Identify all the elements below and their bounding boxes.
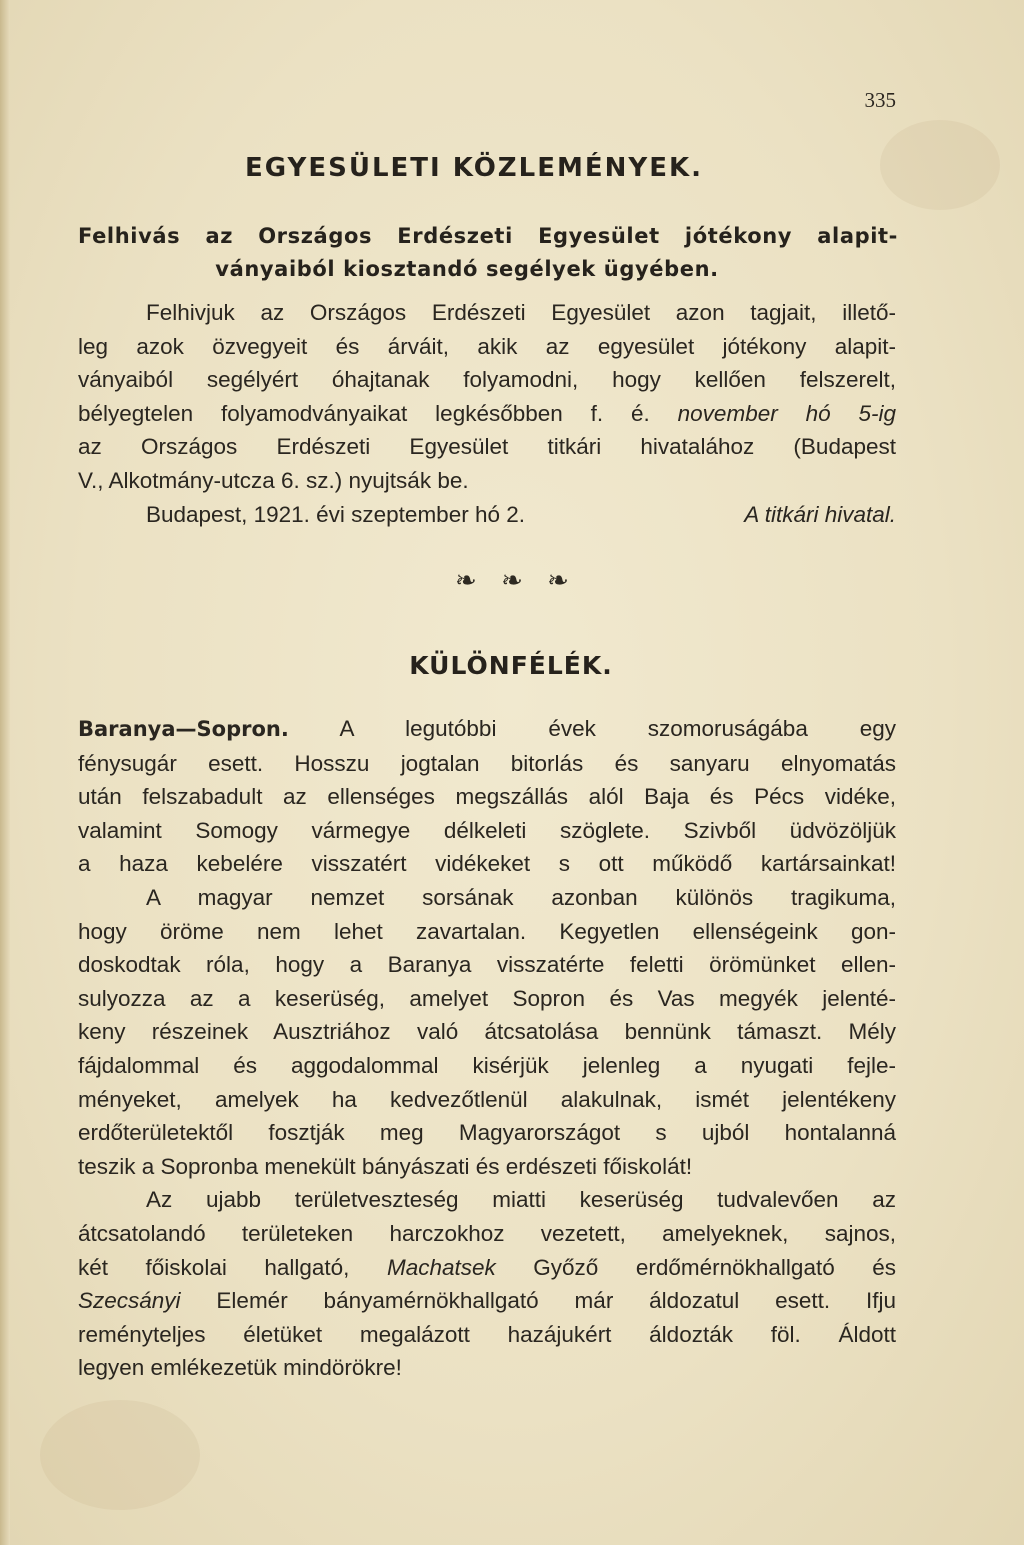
page-number: 335 — [864, 88, 896, 112]
text-line: valamint Somogy vármegye délkeleti szöglete. Szivből üdvözöljük — [78, 817, 896, 843]
text-segment: A legutóbbi évek szomoruságába egy — [288, 716, 896, 741]
text-segment: két főiskolai hallgató, — [78, 1254, 387, 1280]
text-line: hogy öröme nem lehet zavartalan. Kegyetlen ellenségeink gon- — [78, 918, 896, 944]
text-line: fájdalommal és aggodalommal kisérjük jelenleg a nyugati fejle- — [78, 1052, 896, 1078]
paper-stain — [40, 1400, 200, 1510]
signature-office: A titkári hivatal. — [744, 502, 896, 527]
text-line — [78, 1251, 896, 1285]
ornament-divider: ❧ ❧ ❧ — [455, 566, 577, 596]
text-line: sulyozza az a keserüség, amelyet Sopron és Vas megyék jelenté- — [78, 985, 896, 1011]
page-edge — [0, 0, 10, 1545]
text-line: A magyar nemzet sorsának azonban különös tragikuma, — [146, 884, 896, 910]
text-line: az Országos Erdészeti Egyesület titkári hivatalához (Budapest — [78, 434, 896, 460]
text-line: legyen emlékezetük mindörökre! — [78, 1355, 402, 1381]
text-line: után felszabadult az ellenséges megszállás alól Baja és Pécs vidéke, — [78, 784, 896, 810]
text-line: Az ujabb területveszteség miatti keserüség tudvalevően az — [146, 1187, 896, 1213]
person-name: Szecsányi — [78, 1288, 181, 1314]
text-line: erdőterületektől fosztják meg Magyarországot s ujból hontalanná — [78, 1120, 896, 1146]
notice-heading-line: Felhivás az Országos Erdészeti Egyesület jótékony alapit- — [78, 224, 898, 248]
miscellaneous-body — [78, 712, 896, 1385]
text-line: keny részeinek Ausztriához való átcsatolása bennünk támaszt. Mély — [78, 1019, 896, 1045]
paragraph-2 — [78, 881, 896, 1183]
text-line: a haza kebelére visszatért vidékeket s ott működő kartársainkat! — [78, 851, 896, 877]
text-line: ményeket, amelyek ha kedvezőtlenül alakulnak, ismét jelentékeny — [78, 1086, 896, 1112]
text-line — [78, 397, 896, 431]
deadline: november hó 5-ig — [677, 400, 896, 426]
text-segment: Elemér bányamérnökhallgató már áldozatul esett. Ifju — [216, 1288, 896, 1314]
notice-heading — [78, 220, 898, 286]
text-segment — [181, 1288, 217, 1313]
text-segment: bélyegtelen folyamodványaikat legkésőbben f. é. — [78, 400, 678, 426]
text-line: ványaiból segélyért óhajtanak folyamodni, hogy kellően felszerelt, — [78, 367, 896, 393]
text-line: leg azok özvegyeit és árváit, akik az egyesület jótékony alapit- — [78, 333, 896, 359]
person-name: Machatsek — [386, 1254, 496, 1280]
signature-place-date: Budapest, 1921. évi szeptember hó 2. — [146, 502, 525, 527]
text-line — [78, 1284, 896, 1318]
section-title-miscellaneous: KÜLÖNFÉLÉK. — [409, 651, 613, 680]
text-segment: Győző erdőmérnökhallgató és — [495, 1254, 897, 1280]
text-line — [78, 712, 896, 747]
paragraph-1 — [78, 712, 896, 881]
text-line: V., Alkotmány-utcza 6. sz.) nyujtsák be. — [78, 467, 469, 493]
text-line: Felhivjuk az Országos Erdészeti Egyesület azon tagjait, illető- — [146, 300, 896, 325]
notice-body — [78, 296, 896, 498]
notice-heading-line: ványaiból kiosztandó segélyek ügyében. — [215, 257, 719, 281]
text-line: doskodtak róla, hogy a Baranya visszatérte feletti örömünket ellen- — [78, 952, 896, 978]
text-line: fénysugár esett. Hosszu jogtalan bitorlás és sanyaru elnyomatás — [78, 750, 896, 776]
section-title-announcements: EGYESÜLETI KÖZLEMÉNYEK. — [244, 153, 703, 183]
text-line: átcsatolandó területeken harczokhoz vezetett, amelyeknek, sajnos, — [78, 1220, 896, 1246]
text-line: teszik a Sopronba menekült bányászati és erdészeti főiskolát! — [78, 1153, 693, 1179]
paragraph-3 — [78, 1183, 896, 1385]
article-lead: Baranya—Sopron. — [78, 717, 289, 741]
text-line: reményteljes életüket megalázott hazájukért áldozták föl. Áldott — [78, 1321, 896, 1347]
notice-paragraph — [78, 296, 896, 498]
